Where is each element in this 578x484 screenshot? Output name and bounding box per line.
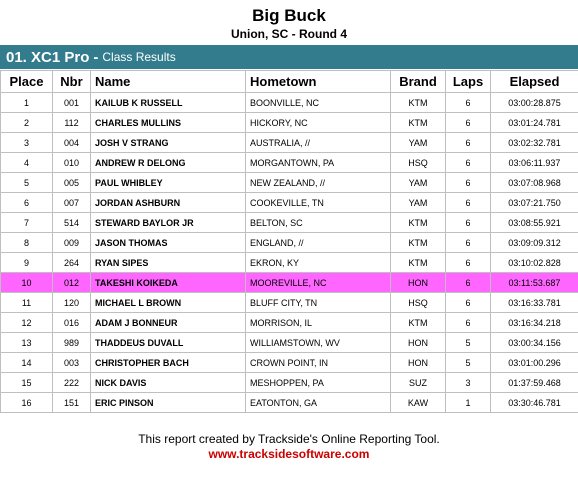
cell-laps: 6 [446,313,491,333]
cell-hometown: MORGANTOWN, PA [246,153,391,173]
cell-place: 12 [1,313,53,333]
cell-laps: 6 [446,133,491,153]
cell-brand: HSQ [391,293,446,313]
cell-laps: 6 [446,213,491,233]
cell-brand: YAM [391,173,446,193]
cell-name: RYAN SIPES [91,253,246,273]
cell-nbr: 016 [53,313,91,333]
cell-place: 15 [1,373,53,393]
cell-name: JASON THOMAS [91,233,246,253]
cell-name: STEWARD BAYLOR JR [91,213,246,233]
cell-nbr: 264 [53,253,91,273]
cell-laps: 6 [446,153,491,173]
cell-brand: KTM [391,113,446,133]
cell-laps: 1 [446,393,491,413]
trackside-link[interactable]: www.tracksidesoftware.com [208,447,370,461]
cell-laps: 5 [446,333,491,353]
table-row [1,313,578,333]
cell-hometown: BELTON, SC [246,213,391,233]
table-row [1,133,578,153]
cell-laps: 6 [446,93,491,113]
cell-hometown: EKRON, KY [246,253,391,273]
cell-nbr: 989 [53,333,91,353]
cell-place: 7 [1,213,53,233]
table-row [1,353,578,373]
cell-nbr: 010 [53,153,91,173]
cell-place: 3 [1,133,53,153]
cell-brand: KTM [391,253,446,273]
cell-brand: HON [391,273,446,293]
cell-name: ADAM J BONNEUR [91,313,246,333]
table-row [1,253,578,273]
cell-hometown: MESHOPPEN, PA [246,373,391,393]
cell-brand: HSQ [391,153,446,173]
cell-elapsed: 03:00:34.156 [491,333,578,353]
cell-place: 8 [1,233,53,253]
cell-brand: HON [391,353,446,373]
report-footer [0,432,578,462]
cell-elapsed: 03:06:11.937 [491,153,578,173]
cell-laps: 6 [446,193,491,213]
table-row [1,333,578,353]
cell-name: KAILUB K RUSSELL [91,93,246,113]
table-row [1,233,578,253]
cell-name: PAUL WHIBLEY [91,173,246,193]
col-header-hometown: Hometown [246,71,391,93]
cell-hometown: CROWN POINT, IN [246,353,391,373]
cell-laps: 6 [446,253,491,273]
cell-nbr: 514 [53,213,91,233]
cell-brand: KTM [391,213,446,233]
cell-hometown: MOOREVILLE, NC [246,273,391,293]
cell-nbr: 009 [53,233,91,253]
cell-brand: SUZ [391,373,446,393]
cell-elapsed: 03:30:46.781 [491,393,578,413]
cell-place: 5 [1,173,53,193]
cell-nbr: 151 [53,393,91,413]
cell-nbr: 222 [53,373,91,393]
cell-elapsed: 03:07:08.968 [491,173,578,193]
cell-brand: KTM [391,233,446,253]
cell-laps: 6 [446,113,491,133]
cell-laps: 6 [446,173,491,193]
cell-elapsed: 03:08:55.921 [491,213,578,233]
event-title: Big Buck [252,6,326,25]
cell-elapsed: 03:01:24.781 [491,113,578,133]
footer-note: This report created by Trackside's Online Reporting Tool. [138,432,440,446]
cell-hometown: BOONVILLE, NC [246,93,391,113]
cell-brand: HON [391,333,446,353]
cell-place: 6 [1,193,53,213]
results-body [1,93,578,413]
cell-laps: 6 [446,293,491,313]
col-header-laps: Laps [446,71,491,93]
report-header [0,0,578,42]
cell-elapsed: 03:11:53.687 [491,273,578,293]
cell-hometown: NEW ZEALAND, // [246,173,391,193]
table-row [1,373,578,393]
cell-elapsed: 03:00:28.875 [491,93,578,113]
table-row [1,93,578,113]
cell-hometown: AUSTRALIA, // [246,133,391,153]
cell-hometown: HICKORY, NC [246,113,391,133]
cell-nbr: 004 [53,133,91,153]
cell-laps: 6 [446,273,491,293]
table-row [1,393,578,413]
table-row [1,213,578,233]
cell-name: THADDEUS DUVALL [91,333,246,353]
cell-nbr: 001 [53,93,91,113]
col-header-name: Name [91,71,246,93]
cell-place: 10 [1,273,53,293]
col-header-brand: Brand [391,71,446,93]
cell-brand: YAM [391,133,446,153]
cell-name: MICHAEL L BROWN [91,293,246,313]
cell-name: CHARLES MULLINS [91,113,246,133]
cell-brand: KAW [391,393,446,413]
cell-nbr: 120 [53,293,91,313]
cell-laps: 3 [446,373,491,393]
cell-elapsed: 01:37:59.468 [491,373,578,393]
cell-hometown: MORRISON, IL [246,313,391,333]
cell-elapsed: 03:16:33.781 [491,293,578,313]
class-separator: - [93,48,99,66]
cell-brand: KTM [391,313,446,333]
cell-place: 13 [1,333,53,353]
cell-name: JOSH V STRANG [91,133,246,153]
cell-elapsed: 03:09:09.312 [491,233,578,253]
table-row [1,193,578,213]
table-row [1,153,578,173]
cell-name: TAKESHI KOIKEDA [91,273,246,293]
table-row [1,173,578,193]
cell-nbr: 012 [53,273,91,293]
cell-elapsed: 03:02:32.781 [491,133,578,153]
cell-elapsed: 03:16:34.218 [491,313,578,333]
cell-name: CHRISTOPHER BACH [91,353,246,373]
cell-hometown: WILLIAMSTOWN, WV [246,333,391,353]
cell-elapsed: 03:07:21.750 [491,193,578,213]
cell-name: JORDAN ASHBURN [91,193,246,213]
cell-laps: 6 [446,233,491,253]
cell-place: 4 [1,153,53,173]
results-table [0,70,578,413]
class-suffix: Class Results [102,50,176,64]
cell-place: 16 [1,393,53,413]
event-subtitle: Union, SC - Round 4 [231,27,347,41]
cell-place: 2 [1,113,53,133]
cell-laps: 5 [446,353,491,373]
cell-nbr: 112 [53,113,91,133]
table-row [1,113,578,133]
col-header-place: Place [1,71,53,93]
cell-elapsed: 03:01:00.296 [491,353,578,373]
cell-brand: KTM [391,93,446,113]
cell-place: 1 [1,93,53,113]
cell-name: ANDREW R DELONG [91,153,246,173]
cell-nbr: 005 [53,173,91,193]
cell-hometown: EATONTON, GA [246,393,391,413]
cell-hometown: COOKEVILLE, TN [246,193,391,213]
cell-place: 9 [1,253,53,273]
cell-nbr: 007 [53,193,91,213]
cell-hometown: BLUFF CITY, TN [246,293,391,313]
cell-hometown: ENGLAND, // [246,233,391,253]
cell-brand: YAM [391,193,446,213]
col-header-elapsed: Elapsed [491,71,578,93]
cell-elapsed: 03:10:02.828 [491,253,578,273]
cell-nbr: 003 [53,353,91,373]
cell-name: ERIC PINSON [91,393,246,413]
class-bar [0,45,578,69]
cell-place: 14 [1,353,53,373]
cell-name: NICK DAVIS [91,373,246,393]
table-row [1,293,578,313]
class-name: 01. XC1 Pro [6,48,90,66]
col-header-nbr: Nbr [53,71,91,93]
table-row [1,273,578,293]
cell-place: 11 [1,293,53,313]
table-header-row [1,71,578,93]
